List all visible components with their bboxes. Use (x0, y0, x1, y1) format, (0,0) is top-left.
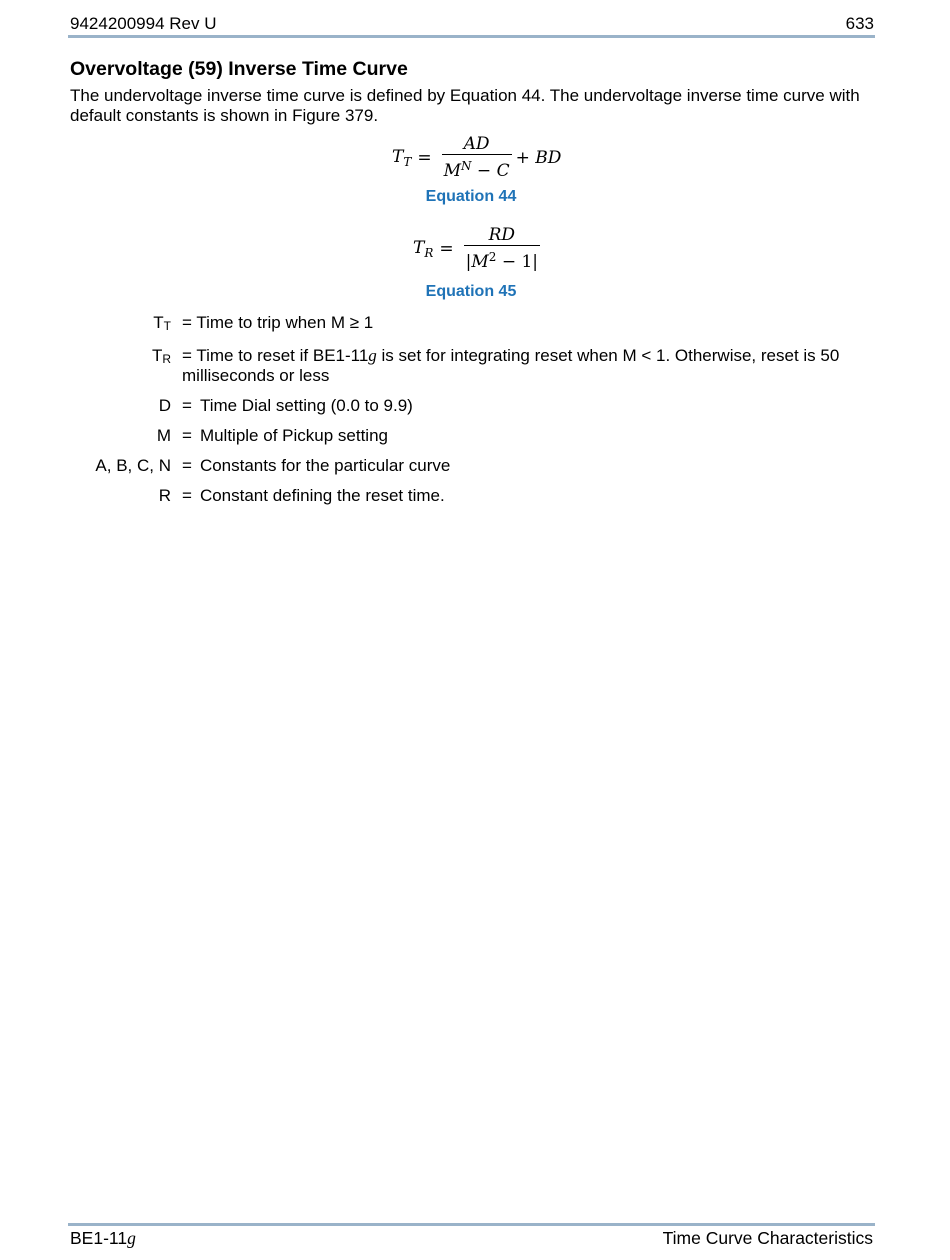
definition-text: = Time to reset if BE1-11g is set for integrating reset when M < 1. Otherwise, reset is 50 milliseconds or less (182, 346, 840, 385)
definition-row: A, B, C, N = Constants for the particular curve (70, 456, 860, 476)
chapter-title: Time Curve Characteristics (662, 1228, 873, 1248)
definition-text: Constant defining the reset time. (199, 486, 445, 505)
footer-rule (68, 1223, 875, 1226)
definition-text: Constants for the particular curve (199, 456, 451, 475)
definition-row: R = Constant defining the reset time. (70, 486, 860, 506)
definition-row: M = Multiple of Pickup setting (70, 426, 860, 446)
definition-text: Time Dial setting (0.0 to 9.9) (199, 396, 413, 415)
product-name: BE1-11g (70, 1228, 136, 1248)
definition-row (70, 313, 860, 336)
header-rule (68, 35, 875, 38)
definition-symbol: R (158, 486, 171, 505)
section-title: Overvoltage (59) Inverse Time Curve (70, 58, 408, 80)
variable-definitions (70, 313, 860, 516)
definition-symbol: D (158, 396, 171, 415)
definition-row: D = Time Dial setting (0.0 to 9.9) (70, 396, 860, 416)
definition-text: Multiple of Pickup setting (199, 426, 388, 445)
page-header (70, 14, 874, 34)
intro-paragraph: The undervoltage inverse time curve is defined by Equation 44. The undervoltage inverse time curve with default constants is shown in Figure 379. (70, 86, 860, 125)
definition-symbol: A, B, C, N (95, 456, 171, 475)
definition-symbol: $T_R$ (151, 346, 171, 366)
definition-row (70, 346, 860, 386)
definition-text: = Time to trip when M ≥ 1 (182, 313, 374, 332)
definition-symbol: M (156, 426, 171, 445)
equation-45: $T_R$ = $\frac{RD}{|M^2 - 1|}$ (413, 225, 539, 272)
equation-caption: Equation 44 (425, 188, 517, 205)
definition-symbol: $T_T$ (153, 313, 171, 333)
page-number: 633 (845, 14, 874, 33)
equation-44: $T_T$ = $\frac{AD}{M^N - C}$ + BD (392, 134, 562, 181)
doc-number: 9424200994 Rev U (70, 14, 217, 33)
equation-caption: Equation 45 (425, 283, 517, 300)
page-footer (70, 1228, 873, 1249)
